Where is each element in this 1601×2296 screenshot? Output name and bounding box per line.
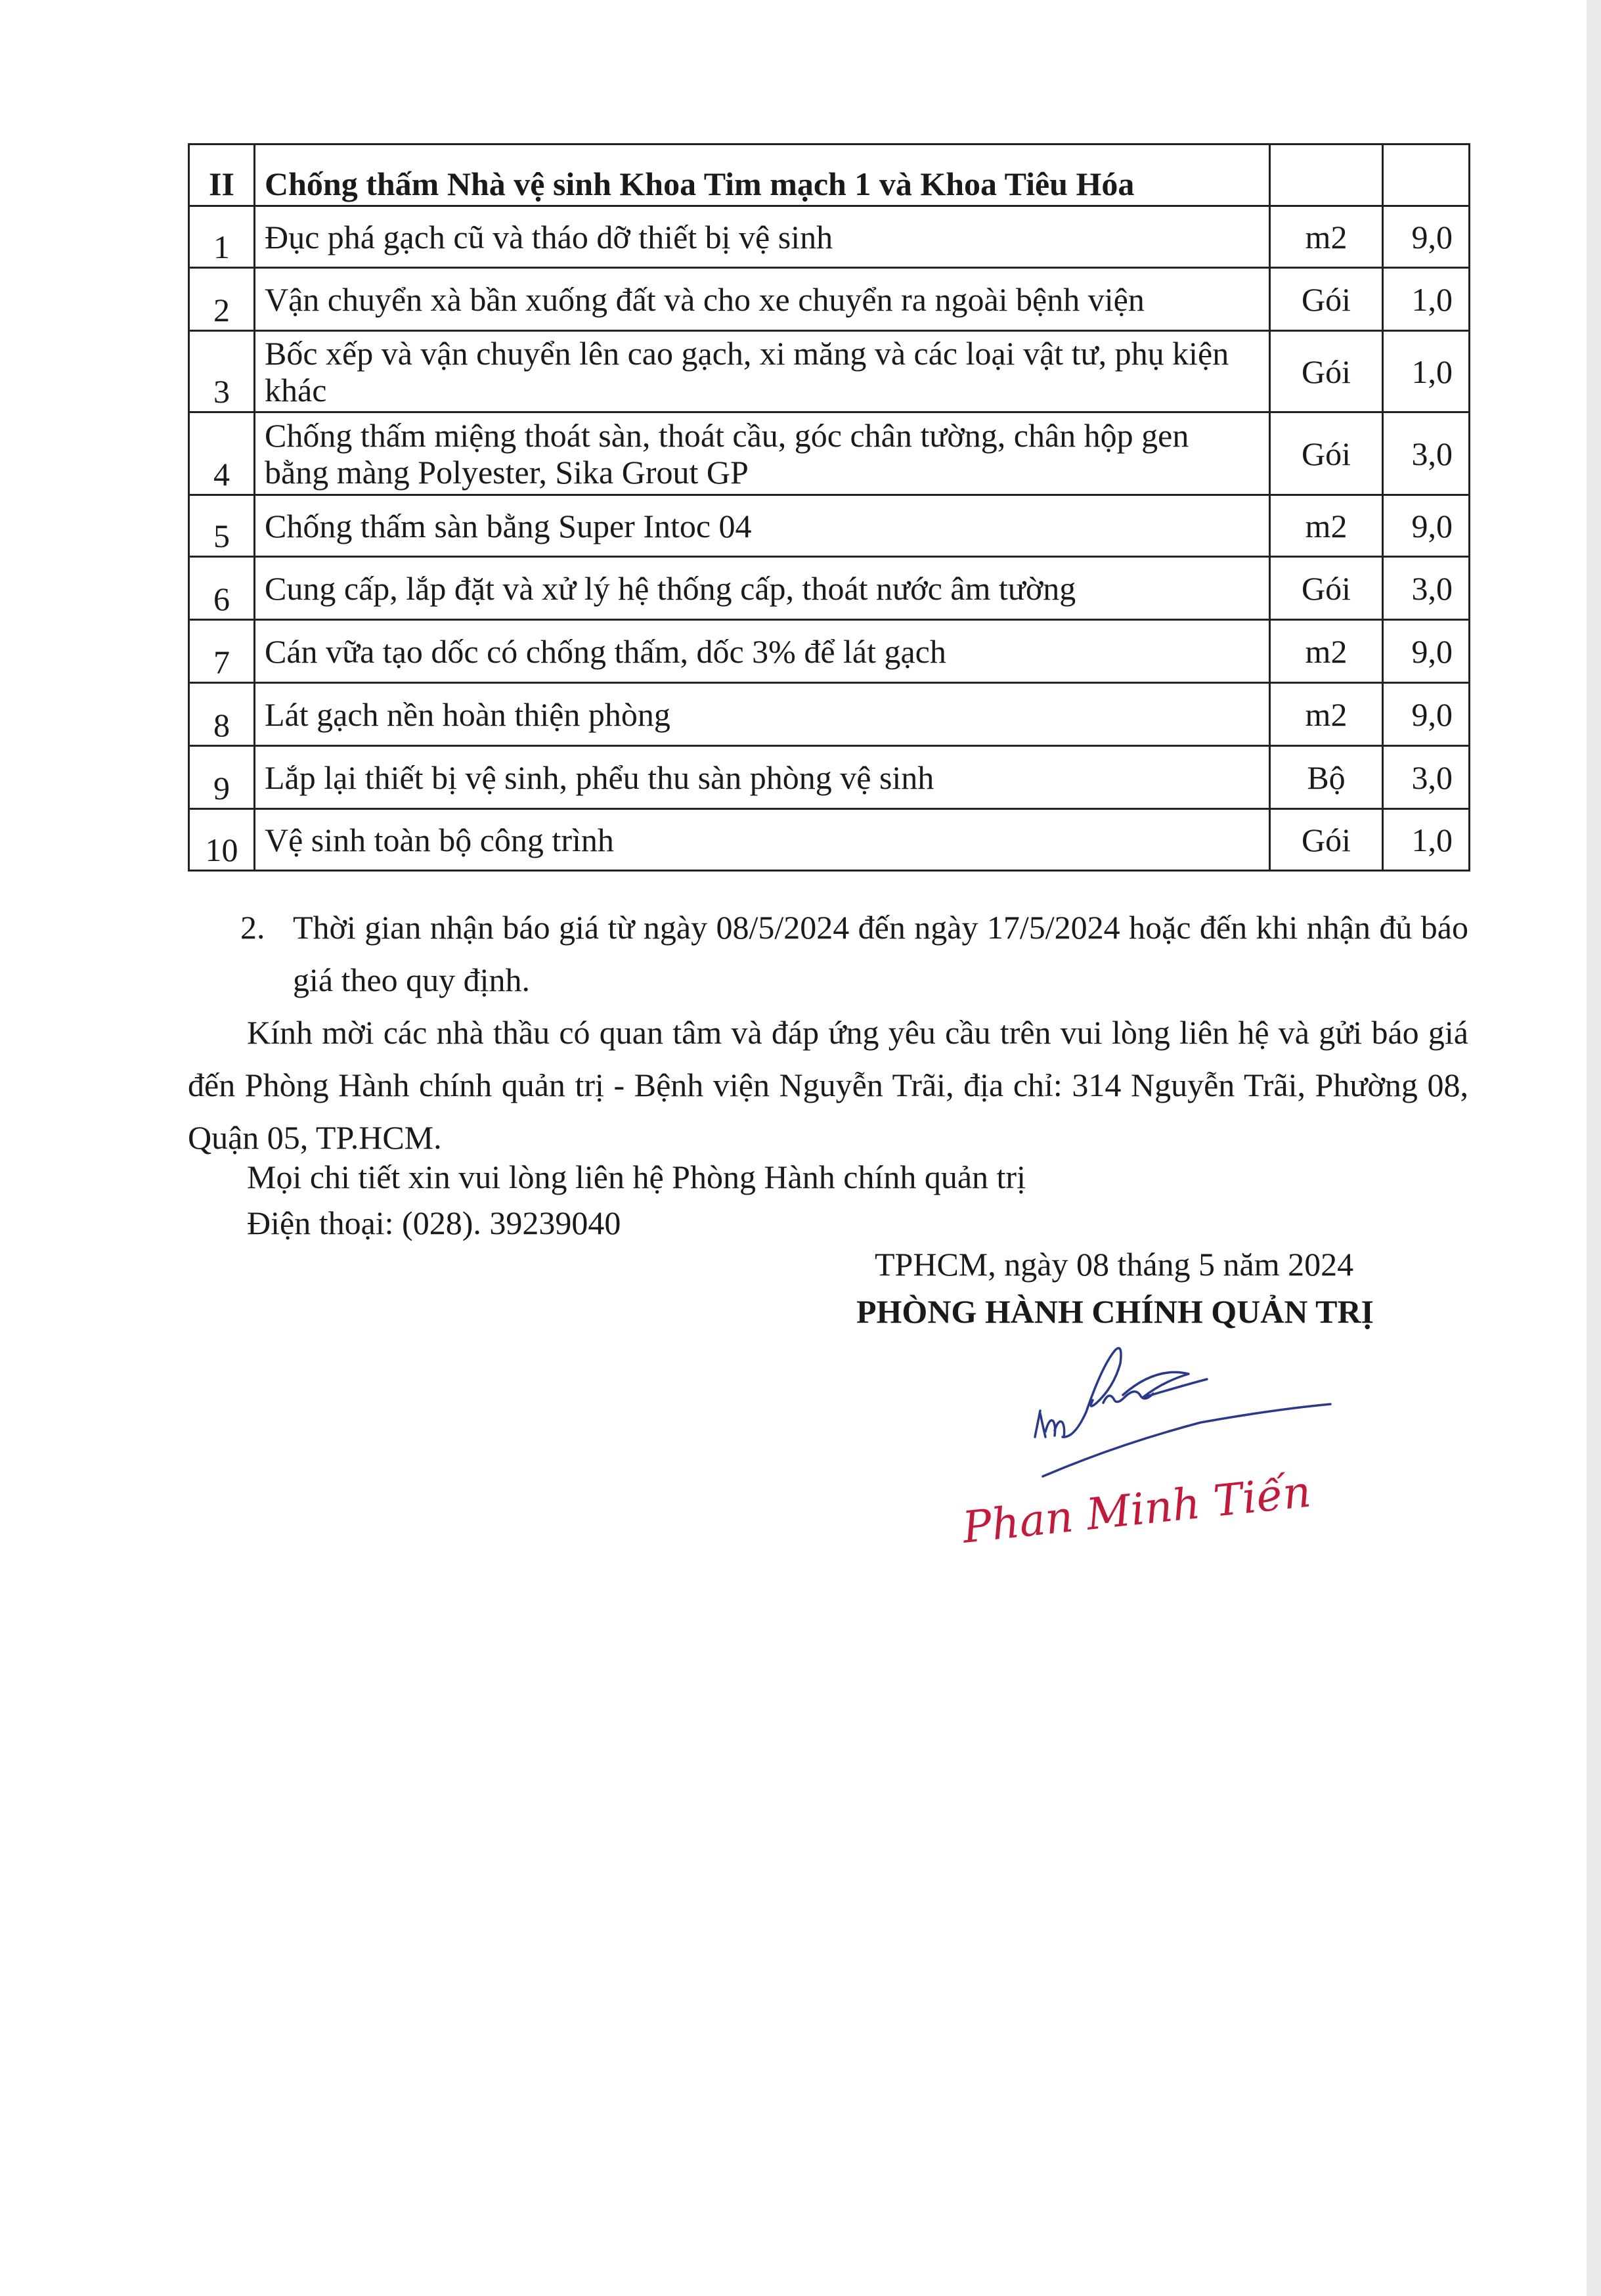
row-unit: m2 (1270, 620, 1383, 683)
row-number: 6 (189, 557, 255, 620)
table-row (189, 683, 1470, 746)
row-number: 10 (189, 809, 255, 871)
row-number: 8 (189, 683, 255, 746)
row-description: Chống thấm miệng thoát sàn, thoát cầu, góc chân tường, chân hộp gen bằng màng Polyester, Sika Grout GP (255, 412, 1270, 495)
row-unit: Gói (1270, 412, 1383, 495)
row-description: Cán vữa tạo dốc có chống thấm, dốc 3% để lát gạch (255, 620, 1270, 683)
row-number: 1 (189, 206, 255, 268)
phone-line: Điện thoại: (028). 39239040 (247, 1204, 621, 1241)
work-items-table (188, 143, 1470, 872)
date-line: TPHCM, ngày 08 tháng 5 năm 2024 (875, 1246, 1354, 1283)
table-row (189, 412, 1470, 495)
row-quantity: 9,0 (1383, 495, 1470, 557)
section-header-row (189, 144, 1470, 206)
row-quantity: 3,0 (1383, 412, 1470, 495)
table-row (189, 809, 1470, 871)
row-quantity: 9,0 (1383, 683, 1470, 746)
scan-edge (1587, 0, 1601, 2296)
row-description: Đục phá gạch cũ và tháo dỡ thiết bị vệ sinh (255, 206, 1270, 268)
row-quantity: 9,0 (1383, 206, 1470, 268)
row-description: Vận chuyển xà bần xuống đất và cho xe chuyển ra ngoài bệnh viện (255, 268, 1270, 331)
row-description: Lát gạch nền hoàn thiện phòng (255, 683, 1270, 746)
section-title: Chống thấm Nhà vệ sinh Khoa Tim mạch 1 và Khoa Tiêu Hóa (255, 144, 1270, 206)
deadline-note (240, 901, 1468, 1006)
row-unit: Gói (1270, 809, 1383, 871)
table-row (189, 620, 1470, 683)
row-description: Bốc xếp và vận chuyển lên cao gạch, xi măng và các loại vật tư, phụ kiện khác (255, 331, 1270, 412)
row-description: Cung cấp, lắp đặt và xử lý hệ thống cấp, thoát nước âm tường (255, 557, 1270, 620)
row-quantity: 1,0 (1383, 331, 1470, 412)
row-unit: Gói (1270, 331, 1383, 412)
row-description: Lắp lại thiết bị vệ sinh, phểu thu sàn phòng vệ sinh (255, 746, 1270, 809)
row-quantity: 1,0 (1383, 268, 1470, 331)
row-unit: m2 (1270, 683, 1383, 746)
row-number: 9 (189, 746, 255, 809)
note-number: 2. (240, 909, 265, 946)
row-unit: m2 (1270, 495, 1383, 557)
row-quantity: 1,0 (1383, 809, 1470, 871)
row-number: 3 (189, 331, 255, 412)
row-unit: Gói (1270, 268, 1383, 331)
table-row (189, 268, 1470, 331)
invitation-paragraph: Kính mời các nhà thầu có quan tâm và đáp ứng yêu cầu trên vui lòng liên hệ và gửi báo giá đến Phòng Hành chính quản trị - Bệnh viện Nguyễn Trãi, địa chỉ: 314 Nguyễn Trãi, Phường 08, Quận 05, TP.HCM. (188, 1014, 1468, 1156)
table-row (189, 206, 1470, 268)
table-row (189, 557, 1470, 620)
department-title: PHÒNG HÀNH CHÍNH QUẢN TRỊ (856, 1293, 1374, 1330)
row-quantity: 3,0 (1383, 746, 1470, 809)
row-description: Vệ sinh toàn bộ công trình (255, 809, 1270, 871)
table-row (189, 746, 1470, 809)
signer-name: Phan Minh Tiến (959, 1466, 1313, 1553)
section-qty (1383, 144, 1470, 206)
row-unit: Bộ (1270, 746, 1383, 809)
row-number: 2 (189, 268, 255, 331)
row-quantity: 9,0 (1383, 620, 1470, 683)
row-description: Chống thấm sàn bằng Super Intoc 04 (255, 495, 1270, 557)
note-text: Thời gian nhận báo giá từ ngày 08/5/2024 đến ngày 17/5/2024 hoặc đến khi nhận đủ báo giá theo quy định. (293, 909, 1468, 998)
row-quantity: 3,0 (1383, 557, 1470, 620)
contact-line: Mọi chi tiết xin vui lòng liên hệ Phòng Hành chính quản trị (247, 1159, 1026, 1195)
section-unit (1270, 144, 1383, 206)
row-number: 7 (189, 620, 255, 683)
section-number: II (189, 144, 255, 206)
row-unit: m2 (1270, 206, 1383, 268)
row-number: 5 (189, 495, 255, 557)
table-row (189, 495, 1470, 557)
row-unit: Gói (1270, 557, 1383, 620)
row-number: 4 (189, 412, 255, 495)
table-row (189, 331, 1470, 412)
